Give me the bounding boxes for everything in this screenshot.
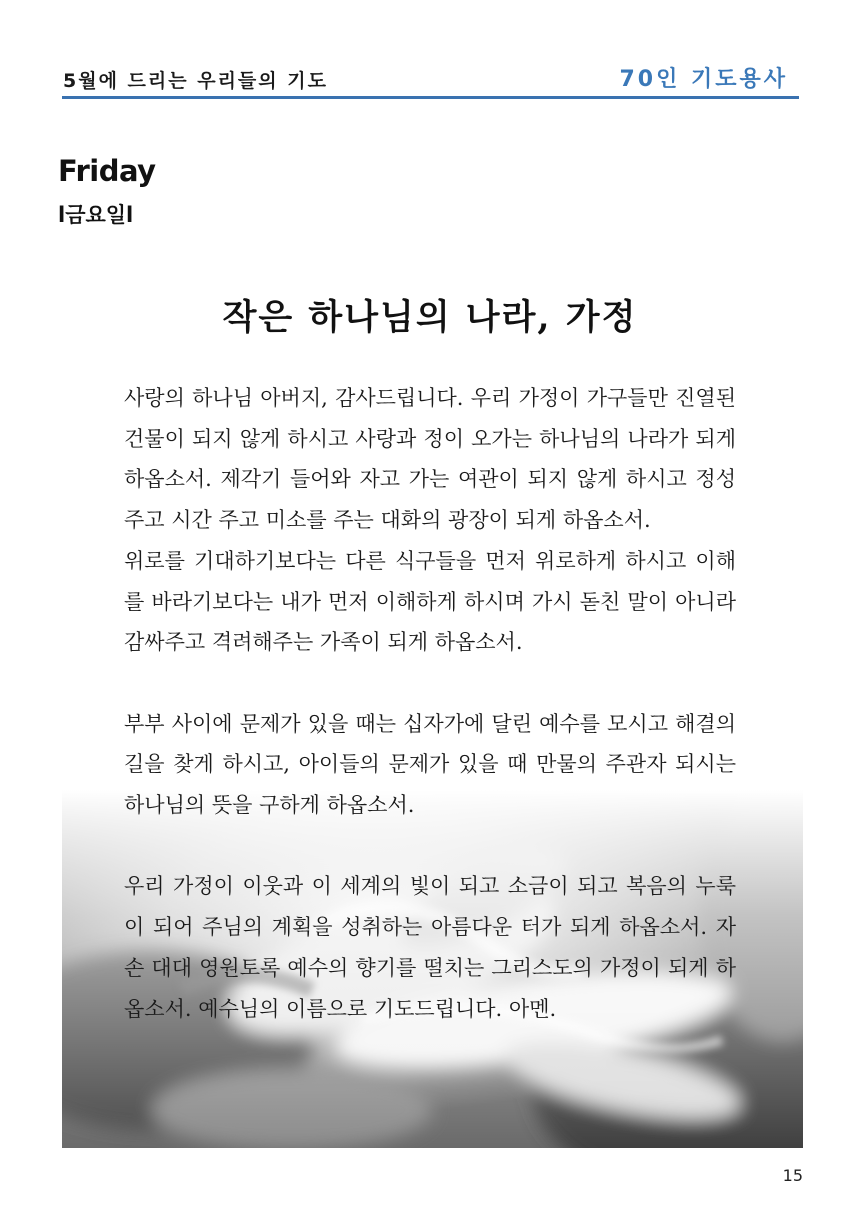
prayer-paragraph: 부부 사이에 문제가 있을 때는 십자가에 달린 예수를 모시고 해결의 길을 찾게 하시고, 아이들의 문제가 있을 때 만물의 주관자 되시는 하나님의 뜻을 구하게 하옵소서. [124,711,736,818]
running-header-title: 5월에 드리는 우리들의 기도 [63,70,328,92]
prayer-body [124,378,736,1029]
day-heading-english: Friday [58,154,156,188]
prayer-paragraph: 사랑의 하나님 아버지, 감사드립니다. 우리 가정이 가구들만 진열된 건물이 되지 않게 하시고 사랑과 정이 오가는 하나님의 나라가 되게 하옵소서. 제각기 들어와 자고 가는 여관이 되지 않게 하시고 정성 주고 시간 주고 미소를 주는 대화의 광장이 되게 하옵소서. [124,386,736,533]
prayer-paragraph: 위로를 기대하기보다는 다른 식구들을 먼저 위로하게 하시고 이해를 바라기보다는 내가 먼저 이해하게 하시며 가시 돋친 말이 아니라 감싸주고 격려해주는 가족이 되게 하옵소서. [124,548,736,655]
page-number: 15 [782,1166,803,1185]
header-divider [62,96,799,99]
prayer-title: 작은 하나님의 나라, 가정 [222,297,638,338]
day-heading-korean: l금요일l [58,203,134,227]
prayer-paragraph: 우리 가정이 이웃과 이 세계의 빛이 되고 소금이 되고 복음의 누룩이 되어 주님의 계획을 성취하는 아름다운 터가 되게 하옵소서. 자손 대대 영원토록 예수의 향기를 떨치는 그리스도의 가정이 되게 하옵소서. 예수님의 이름으로 기도드립니다. 아멘. [124,874,736,1021]
running-header-series: 70인 기도용사 [619,67,788,92]
